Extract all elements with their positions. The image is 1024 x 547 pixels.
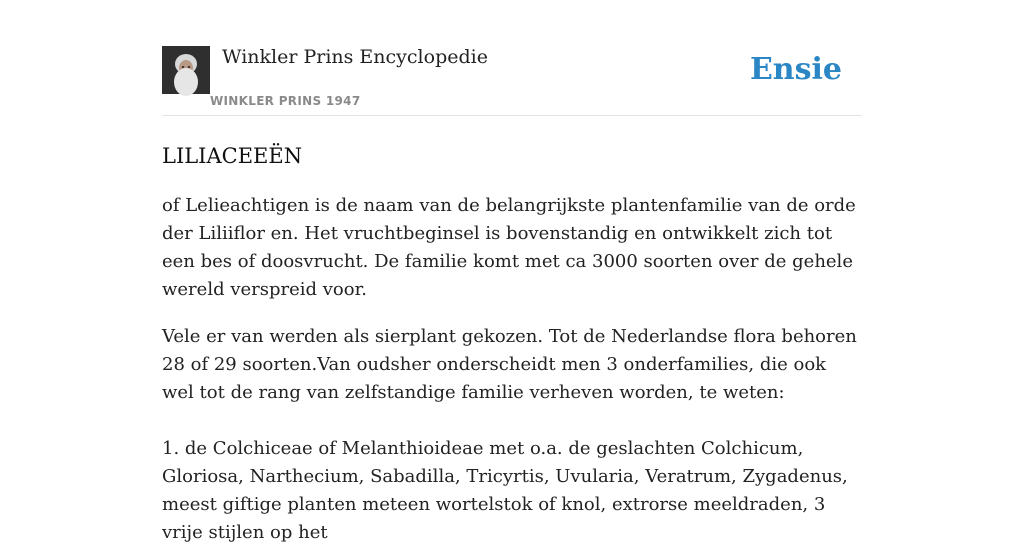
brand-logo[interactable]: Ensie [749, 52, 842, 87]
article-paragraph: 1. de Colchiceae of Melanthioideae met o.a. de geslachten Colchicum, Gloriosa, Narthecium, Sabadilla, Tricyrtis, Uvularia, Veratrum, Zygadenus, meest giftige planten meteen wortelstok of knol, extrorse meeldraden, 3 vrije stijlen op het [162, 438, 848, 543]
article-title: LILIACEEËN [162, 144, 303, 168]
portrait-icon [162, 46, 210, 94]
source-avatar[interactable] [162, 46, 210, 94]
article-paragraph: of Lelieachtigen is de naam van de belangrijkste plantenfamilie van de orde der Liliiflor en. Het vruchtbeginsel is bovenstandig en ontwikkelt zich tot een bes of doosvrucht. De familie komt met ca 3000 soorten over de gehele wereld verspreid voor. [162, 195, 856, 300]
content-container [162, 0, 862, 547]
source-header [162, 0, 862, 116]
source-title[interactable]: Winkler Prins Encyclopedie [222, 46, 488, 68]
article-paragraph: Vele er van werden als sierplant gekozen. Tot de Nederlandse flora behoren 28 of 29 soorten.Van oudsher onderscheidt men 3 onderfamilies, die ook wel tot de rang van zelfstandige familie verheven worden, te weten: [162, 326, 857, 403]
source-subtitle: WINKLER PRINS 1947 [210, 94, 361, 108]
